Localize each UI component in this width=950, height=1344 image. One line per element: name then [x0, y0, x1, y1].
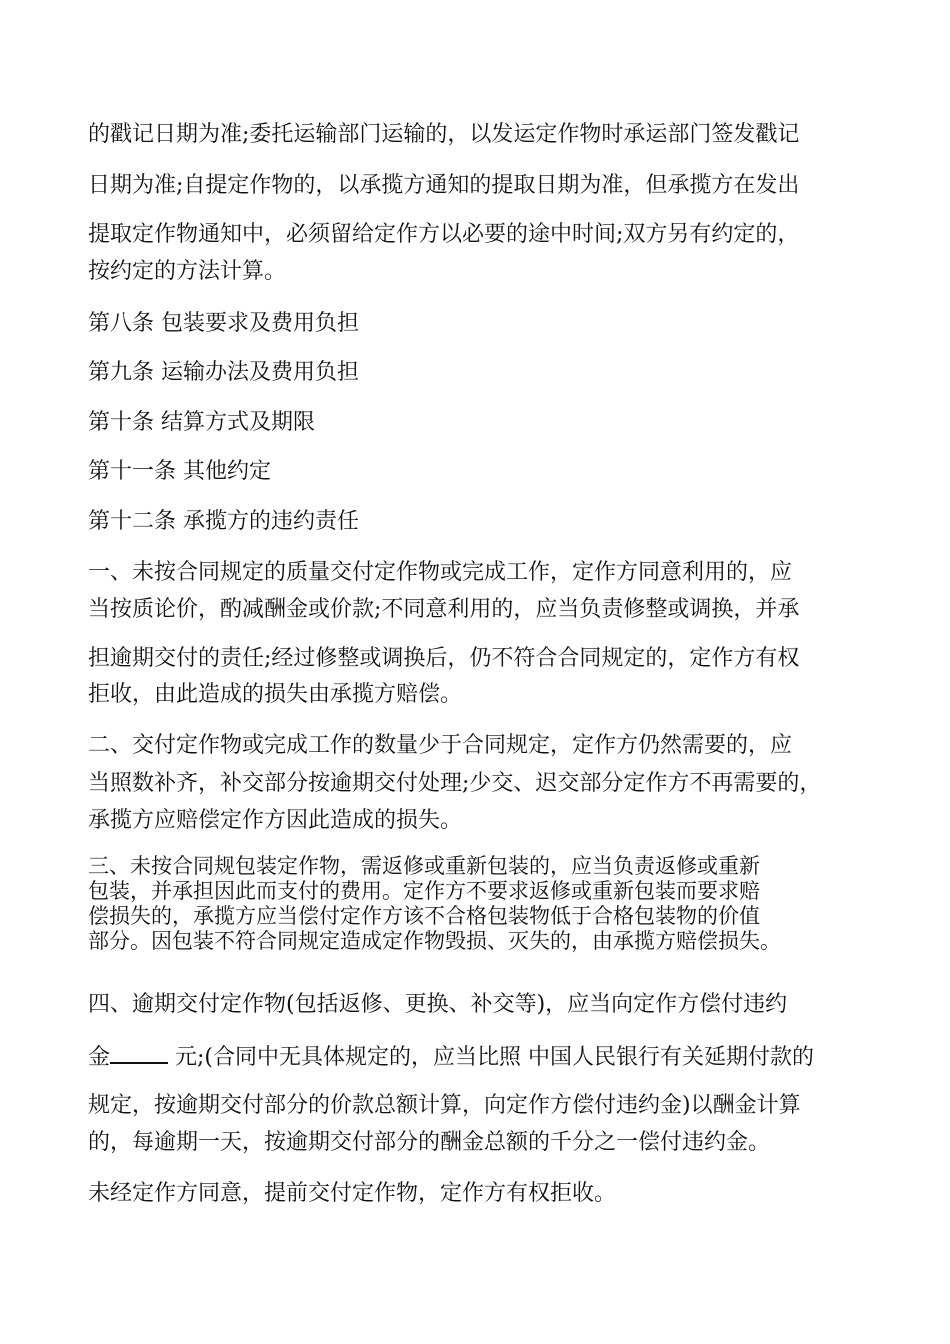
- article-heading: 第十一条 其他约定: [88, 459, 271, 484]
- text-line: 规定，按逾期交付部分的价款总额计算，向定作方偿付违约金)以酬金计算: [88, 1093, 801, 1118]
- text-fragment: 元;(合同中无具体规定的，应当比照 中国人民银行有关延期付款的: [175, 1045, 815, 1070]
- text-line: 部分。因包装不符合同规定造成定作物毁损、灭失的，由承揽方赔偿损失。: [88, 929, 781, 953]
- article-heading: 第八条 包装要求及费用负担: [88, 311, 359, 336]
- text-fragment: 金: [88, 1045, 111, 1070]
- article-heading: 第十条 结算方式及期限: [88, 410, 315, 435]
- text-line: 二、交付定作物或完成工作的数量少于合同规定，定作方仍然需要的，应: [88, 733, 793, 758]
- text-line: 的，每逾期一天，按逾期交付部分的酬金总额的千分之一偿付违约金。: [88, 1130, 771, 1155]
- text-line: 一、未按合同规定的质量交付定作物或完成工作，定作方同意利用的，应: [88, 560, 793, 585]
- text-line: 当照数补齐，补交部分按逾期交付处理;少交、迟交部分定作方不再需要的，: [88, 771, 822, 796]
- text-line: 承揽方应赔偿定作方因此造成的损失。: [88, 808, 463, 833]
- text-line: 拒收，由此造成的损失由承揽方赔偿。: [88, 682, 463, 707]
- text-line: 的戳记日期为准;委托运输部门运输的，以发运定作物时承运部门签发戳记: [88, 122, 800, 147]
- text-line: 担逾期交付的责任;经过修整或调换后，仍不符合合同规定的，定作方有权: [88, 646, 800, 671]
- text-line: 当按质论价，酌减酬金或价款;不同意利用的，应当负责修整或调换，并承: [88, 597, 800, 622]
- text-line: 三、未按合同规包装定作物，需返修或重新包装的，应当负责返修或重新: [88, 854, 760, 878]
- text-line: 提取定作物通知中，必须留给定作方以必要的途中时间;双方另有约定的，: [88, 222, 800, 247]
- article-heading: 第十二条 承揽方的违约责任: [88, 509, 359, 534]
- text-line: 日期为准;自提定作物的，以承揽方通知的提取日期为准，但承揽方在发出: [88, 173, 800, 198]
- text-line: 四、逾期交付定作物(包括返修、更换、补交等)，应当向定作方偿付违约: [88, 992, 788, 1017]
- fill-in-blank: [110, 1042, 168, 1064]
- text-line: 按约定的方法计算。: [88, 259, 287, 284]
- article-heading: 第九条 运输办法及费用负担: [88, 360, 359, 385]
- text-line: [88, 1042, 814, 1071]
- text-line: 未经定作方同意，提前交付定作物，定作方有权拒收。: [88, 1181, 617, 1206]
- text-line: 包装，并承担因此而支付的费用。定作方不要求返修或重新包装而要求赔: [88, 879, 760, 903]
- text-line: 偿损失的，承揽方应当偿付定作方该不合格包装物低于合格包装物的价值: [88, 904, 760, 928]
